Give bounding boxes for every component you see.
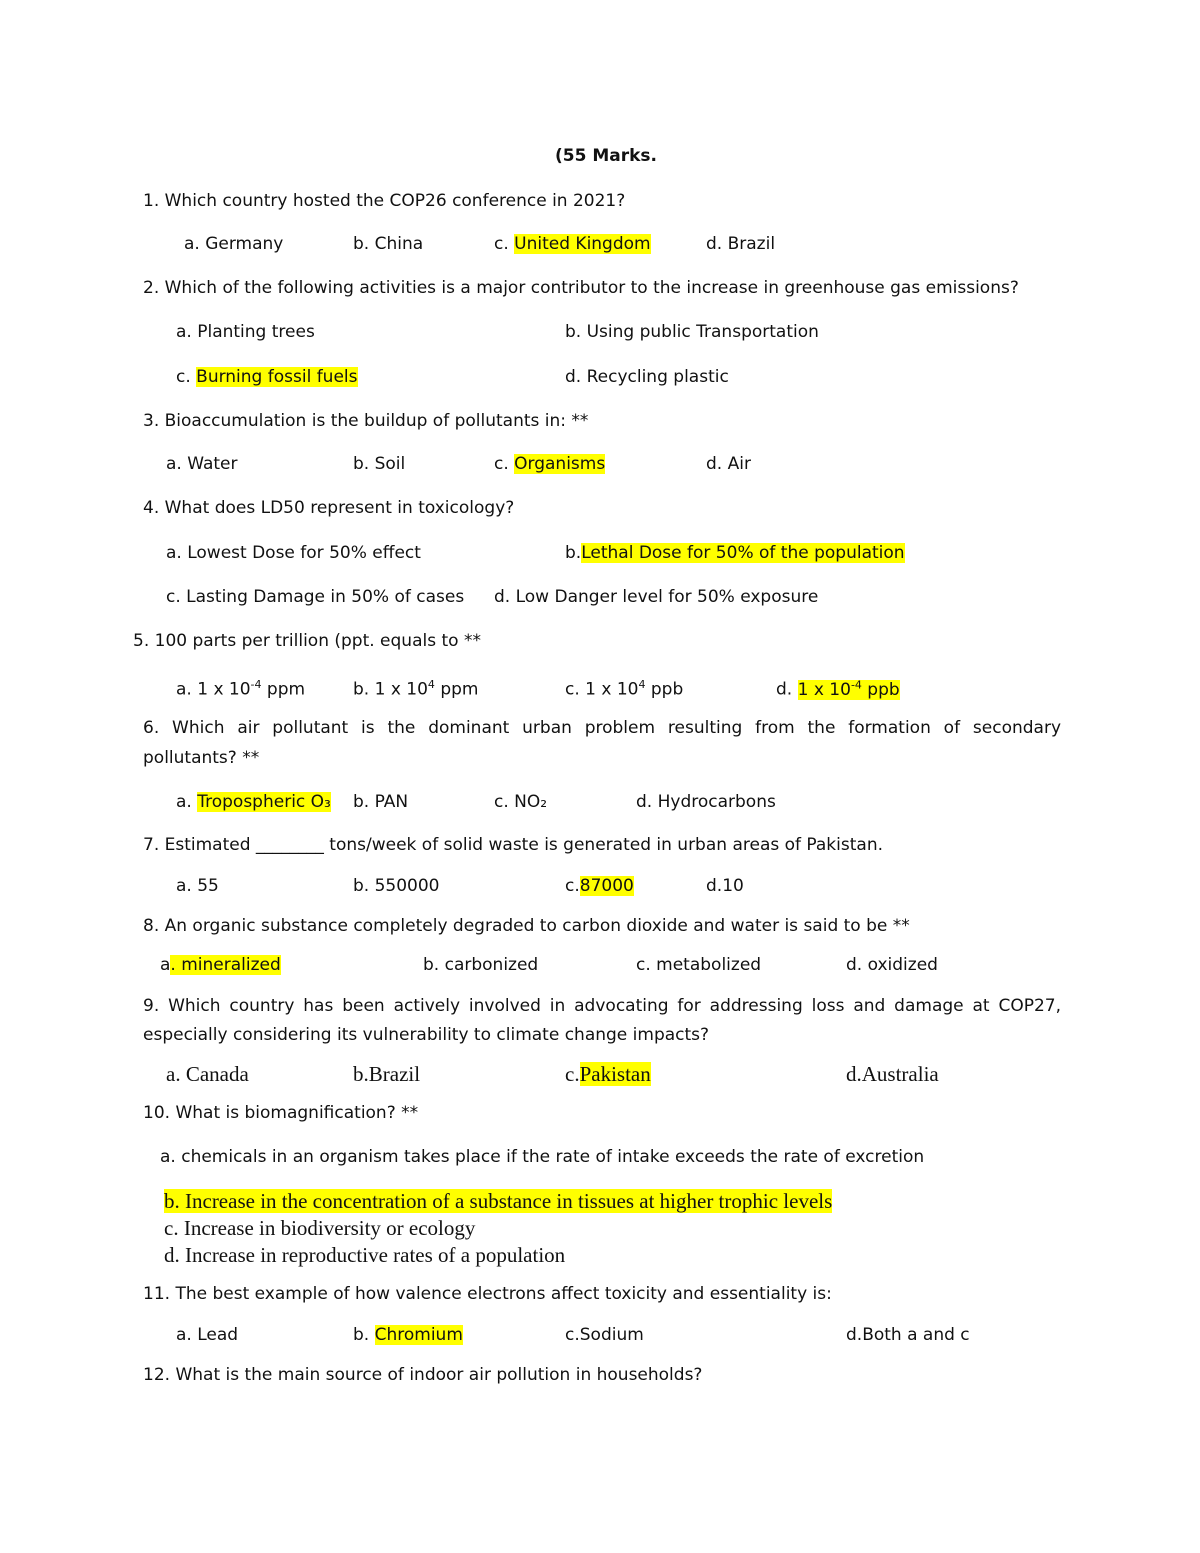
q2-option-a: a. Planting trees bbox=[176, 322, 315, 342]
option-text: c. 1 x 10 bbox=[565, 679, 639, 700]
q9-option-b: b.Brazil bbox=[353, 1062, 421, 1086]
option-prefix: c. bbox=[176, 367, 197, 387]
q11-option-c: c.Sodium bbox=[565, 1325, 644, 1345]
option-text: 1 x 10 bbox=[797, 679, 851, 700]
option-prefix: a bbox=[160, 955, 171, 975]
question-2-stem: 2. Which of the following activities is a major contributor to the increase in greenhouse gas emissions? bbox=[143, 278, 1019, 298]
question-6-stem-line-1: 6. Which air pollutant is the dominant urban problem resulting from the formation of secondary bbox=[143, 718, 1061, 738]
option-prefix: c. bbox=[565, 1062, 580, 1086]
highlighted-answer: Pakistan bbox=[579, 1062, 651, 1086]
q9-option-a: a. Canada bbox=[166, 1062, 249, 1086]
q3-option-c bbox=[494, 452, 605, 476]
q3-option-b: b. Soil bbox=[353, 454, 406, 474]
q10-option-b bbox=[164, 1189, 832, 1213]
q10-option-a: a. chemicals in an organism takes place if the rate of intake exceeds the rate of excretion bbox=[160, 1147, 925, 1167]
highlighted-answer: Chromium bbox=[374, 1325, 463, 1345]
q5-option-a bbox=[176, 673, 305, 702]
exponent: -4 bbox=[850, 678, 862, 691]
highlighted-answer: Organisms bbox=[514, 454, 606, 474]
q9-option-c bbox=[565, 1062, 651, 1086]
q1-option-c bbox=[494, 232, 651, 256]
question-9-stem-line-2: especially considering its vulnerability to climate change impacts? bbox=[143, 1025, 710, 1045]
option-prefix: c. bbox=[494, 454, 515, 474]
q2-option-d: d. Recycling plastic bbox=[565, 367, 729, 387]
q1-option-a: a. Germany bbox=[184, 234, 284, 254]
option-prefix: a. bbox=[176, 792, 198, 812]
q11-option-b bbox=[353, 1323, 463, 1347]
q8-option-b: b. carbonized bbox=[423, 955, 539, 975]
option-text: b. 1 x 10 bbox=[353, 679, 428, 700]
highlighted-answer: Lethal Dose for 50% of the population bbox=[581, 543, 905, 563]
option-prefix: b. bbox=[565, 543, 582, 563]
q6-option-b: b. PAN bbox=[353, 792, 409, 812]
exponent: 4 bbox=[638, 678, 646, 691]
option-unit: ppb bbox=[645, 679, 684, 700]
option-unit: ppb bbox=[861, 679, 900, 700]
q4-option-b bbox=[565, 541, 905, 565]
question-7-stem: 7. Estimated ________ tons/week of solid waste is generated in urban areas of Pakistan. bbox=[143, 835, 883, 855]
question-5-stem: 5. 100 parts per trillion (ppt. equals to ** bbox=[133, 631, 481, 651]
highlighted-answer: Tropospheric O₃ bbox=[197, 792, 331, 812]
question-10-stem: 10. What is biomagnification? ** bbox=[143, 1103, 419, 1123]
question-1-stem: 1. Which country hosted the COP26 conference in 2021? bbox=[143, 191, 626, 211]
q7-option-b: b. 550000 bbox=[353, 876, 440, 896]
q8-option-c: c. metabolized bbox=[636, 955, 762, 975]
page-title: (55 Marks. bbox=[555, 146, 657, 166]
q4-option-d: d. Low Danger level for 50% exposure bbox=[494, 587, 819, 607]
q11-option-a: a. Lead bbox=[176, 1325, 239, 1345]
option-prefix: d. bbox=[776, 679, 798, 700]
q1-option-b: b. China bbox=[353, 234, 424, 254]
option-unit: ppm bbox=[261, 679, 306, 700]
q5-option-d bbox=[776, 673, 900, 702]
question-12-stem: 12. What is the main source of indoor air pollution in households? bbox=[143, 1365, 703, 1385]
q5-option-b bbox=[353, 673, 478, 702]
q5-option-c bbox=[565, 673, 683, 702]
q6-option-c: c. NO₂ bbox=[494, 792, 548, 812]
highlighted-answer: United Kingdom bbox=[514, 234, 651, 254]
exponent: 4 bbox=[427, 678, 435, 691]
option-prefix: b. bbox=[353, 1325, 375, 1345]
q2-option-b: b. Using public Transportation bbox=[565, 322, 819, 342]
q3-option-d: d. Air bbox=[706, 454, 751, 474]
option-unit: ppm bbox=[434, 679, 479, 700]
question-8-stem: 8. An organic substance completely degraded to carbon dioxide and water is said to be ** bbox=[143, 916, 910, 936]
q3-option-a: a. Water bbox=[166, 454, 238, 474]
option-prefix: c. bbox=[494, 234, 515, 254]
q2-option-c bbox=[176, 365, 358, 389]
question-9-stem-line-1: 9. Which country has been actively involved in advocating for addressing loss and damage at COP27, bbox=[143, 996, 1061, 1016]
question-6-stem-line-2: pollutants? ** bbox=[143, 748, 260, 768]
question-3-stem: 3. Bioaccumulation is the buildup of pollutants in: ** bbox=[143, 411, 589, 431]
q4-option-a: a. Lowest Dose for 50% effect bbox=[166, 543, 421, 563]
q6-option-d: d. Hydrocarbons bbox=[636, 792, 776, 812]
question-11-stem: 11. The best example of how valence electrons affect toxicity and essentiality is: bbox=[143, 1284, 832, 1304]
option-prefix: c. bbox=[565, 876, 580, 896]
exponent: -4 bbox=[250, 678, 262, 691]
highlighted-answer: Burning fossil fuels bbox=[196, 367, 358, 387]
q7-option-a: a. 55 bbox=[176, 876, 219, 896]
q8-option-a bbox=[160, 953, 281, 977]
highlighted-answer: . mineralized bbox=[170, 955, 281, 975]
highlighted-answer bbox=[798, 680, 900, 700]
question-4-stem: 4. What does LD50 represent in toxicology? bbox=[143, 498, 515, 518]
highlighted-answer: b. Increase in the concentration of a substance in tissues at higher trophic levels bbox=[164, 1189, 833, 1213]
q1-option-d: d. Brazil bbox=[706, 234, 776, 254]
q11-option-d: d.Both a and c bbox=[846, 1325, 970, 1345]
q8-option-d: d. oxidized bbox=[846, 955, 938, 975]
q10-option-d: d. Increase in reproductive rates of a population bbox=[164, 1243, 566, 1267]
q7-option-c bbox=[565, 874, 634, 898]
highlighted-answer: 87000 bbox=[579, 876, 634, 896]
option-text: a. 1 x 10 bbox=[176, 679, 251, 700]
q4-option-c: c. Lasting Damage in 50% of cases bbox=[166, 587, 465, 607]
q6-option-a bbox=[176, 790, 331, 814]
q10-option-c: c. Increase in biodiversity or ecology bbox=[164, 1216, 476, 1240]
q9-option-d: d.Australia bbox=[846, 1062, 939, 1086]
q7-option-d: d.10 bbox=[706, 876, 744, 896]
